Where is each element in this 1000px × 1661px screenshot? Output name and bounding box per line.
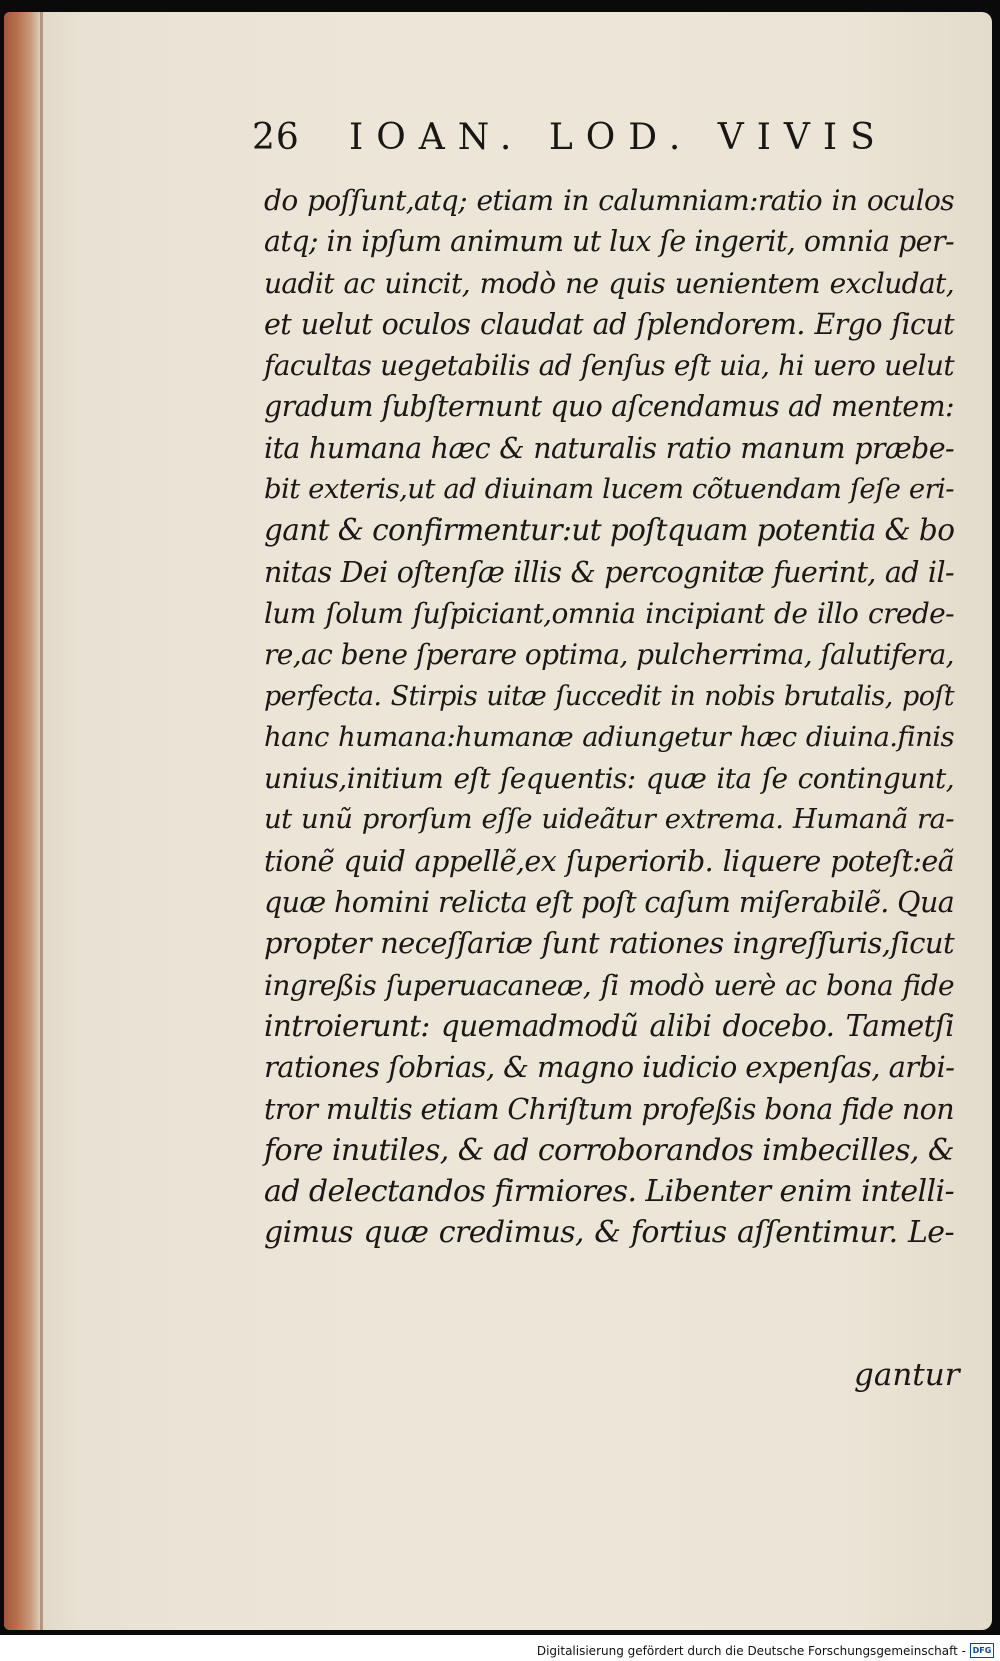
text-line: perfecta. Stirpis uitæ ſuccedit in nobis brutalis, poſt: [264, 680, 954, 712]
credit-text: Digitalisierung gefördert durch die Deutsche Forschungsgemeinschaft -: [536, 1643, 966, 1658]
page-binding-line: [40, 12, 43, 1630]
text-line: atq; in ipſum animum ut lux ſe ingerit, omnia per-: [264, 225, 954, 259]
dfg-logo-icon: DFG: [970, 1643, 994, 1658]
text-line: quæ homini relicta eſt poſt caſum miſerabilẽ. Qua: [264, 886, 955, 920]
text-line: hanc humana:humanæ adiungetur hæc diuina.finis: [264, 720, 954, 753]
text-line: facultas uegetabilis ad ſenſus eſt uia, hi uero uelut: [264, 349, 954, 383]
running-head-title: IOAN. LOD. VIVIS: [349, 117, 888, 158]
text-line: rationes ſobrias, & magno iudicio expenſas, arbi-: [264, 1050, 955, 1085]
text-line: re,ac bene ſperare optima, pulcherrima, ſalutifera,: [264, 638, 954, 672]
text-line: bit exteris,ut ad diuinam lucem cõtuendam ſeſe eri-: [264, 473, 954, 506]
book-page: [4, 12, 992, 1630]
text-line: tror multis etiam Chriſtum profeßis bona fide non: [264, 1092, 954, 1126]
text-line: et uelut oculos claudat ad ſplendorem. Ergo ſicut: [264, 307, 954, 341]
text-line: ut unũ prorſum eſſe uideãtur extrema. Humanã ra-: [264, 803, 954, 836]
text-line: nitas Dei oſtenſæ illis & percognitæ fuerint, ad il-: [264, 555, 954, 589]
text-line: ingreßis ſuperuacaneæ, ſi modò uerè ac bona fide: [264, 968, 954, 1002]
text-line: tionẽ quid appellẽ,ex ſuperiorib. liquere poteſt:eã: [264, 844, 954, 878]
catchword: gantur: [854, 1357, 960, 1393]
text-line: gant & confirmentur:ut poſtquam potentia & bo: [264, 513, 955, 548]
text-line: lum ſolum ſuſpiciant,omnia incipiant de illo crede-: [264, 596, 954, 630]
text-line: gimus quæ credimus, & fortius aſſentimur. Le-: [264, 1215, 954, 1251]
text-line: fore inutiles, & ad corroborandos imbecilles, &: [264, 1132, 954, 1168]
text-line: unius,initium eſt ſequentis: quæ ita ſe contingunt,: [264, 762, 954, 796]
text-line: gradum ſubſternunt quo aſcendamus ad mentem:: [264, 390, 954, 424]
text-line: uadit ac uincit, modò ne quis uenientem excludat,: [264, 266, 954, 300]
page-number: 26: [252, 117, 300, 158]
text-line: introierunt: quemadmodũ alibi docebo. Tametſi: [264, 1008, 954, 1043]
text-line: ad delectandos firmiores. Libenter enim intelli-: [264, 1174, 954, 1210]
body-text: [264, 180, 954, 1254]
digitization-credit: [537, 1643, 994, 1658]
text-line: do poſſunt,atq; etiam in calumniam:ratio in oculos: [264, 184, 954, 217]
page-binding-edge: [4, 12, 42, 1630]
text-line: ita humana hæc & naturalis ratio manum præbe-: [264, 431, 954, 465]
text-line: propter neceſſariæ ſunt rationes ingreſſuris,ſicut: [264, 926, 954, 961]
running-head: [4, 117, 992, 167]
